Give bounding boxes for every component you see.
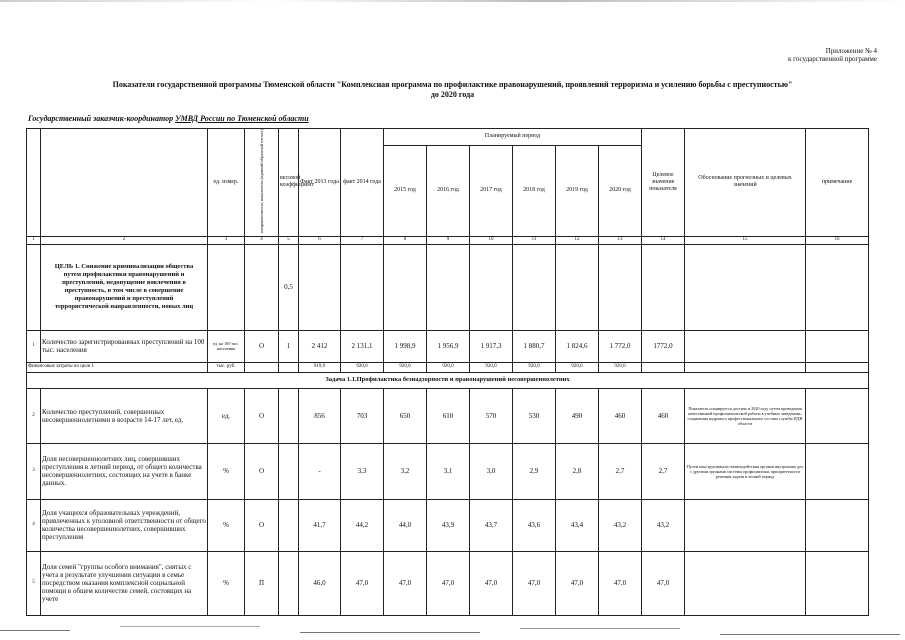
- row2-direction: О: [245, 388, 279, 443]
- colnum-14: 14: [642, 236, 685, 244]
- row5-2020: 47,0: [599, 551, 642, 615]
- row5-justification: [685, 551, 806, 615]
- row2-weight: [279, 388, 299, 443]
- colnum-6: 6: [299, 236, 341, 244]
- goal-cell-16: [806, 244, 869, 330]
- scan-noise-3: [300, 632, 480, 633]
- row2-2016: 610: [427, 388, 470, 443]
- goal-weight: 0,5: [279, 244, 299, 330]
- finance-2019: 920,0: [556, 362, 599, 372]
- goal-cell-9: [427, 244, 470, 330]
- row4-target: 43,2: [642, 499, 685, 551]
- table-row: [27, 499, 869, 551]
- row1-justification: [685, 330, 806, 362]
- row3-target: 2,7: [642, 443, 685, 499]
- row3-note: [806, 443, 869, 499]
- goal-cell-7: [341, 244, 384, 330]
- goal-cell-13: [599, 244, 642, 330]
- finance-2017: 920,0: [470, 362, 513, 372]
- row4-2018: 43,6: [513, 499, 556, 551]
- row1-unit: ед. на 100 тыс. населения: [208, 330, 245, 362]
- colnum-10: 10: [470, 236, 513, 244]
- row2-2018: 530: [513, 388, 556, 443]
- row3-2015: 3,2: [384, 443, 427, 499]
- row1-direction: О: [245, 330, 279, 362]
- table-row: [27, 388, 869, 443]
- row1-fact-2013: 2 412: [299, 330, 341, 362]
- row1-weight: 1: [279, 330, 299, 362]
- header-2018: 2018 год: [513, 145, 556, 236]
- header-2019: 2019 год: [556, 145, 599, 236]
- row4-2019: 43,4: [556, 499, 599, 551]
- scan-noise-5: [720, 634, 900, 635]
- row4-2017: 43,7: [470, 499, 513, 551]
- goal-num: [27, 244, 41, 330]
- row5-note: [806, 551, 869, 615]
- row5-direction: П: [245, 551, 279, 615]
- row4-unit: %: [208, 499, 245, 551]
- header-name: [41, 129, 208, 237]
- finance-2020: 920,0: [599, 362, 642, 372]
- header-fact-2013: Факт 2013 года: [299, 129, 341, 237]
- table-row: [27, 330, 869, 362]
- row5-name: Доля семей "группы особого внимания", снятых с учета в результате улучшения ситуации в семье посредством оказания комплексной социальной помощи в общем количестве семей, состоящих на учете: [41, 551, 208, 615]
- finance-2016: 920,0: [427, 362, 470, 372]
- row5-2019: 47,0: [556, 551, 599, 615]
- finance-fact-2013: 919,9: [299, 362, 341, 372]
- row1-2018: 1 880,7: [513, 330, 556, 362]
- row2-2017: 570: [470, 388, 513, 443]
- finance-target: [642, 362, 685, 372]
- header-2017: 2017 год: [470, 145, 513, 236]
- row2-2015: 650: [384, 388, 427, 443]
- row3-name: Доля несовершеннолетних лиц, совершивших преступления в летний период, от общего количества несовершеннолетних, состоящих на учете в банке данных.: [41, 443, 208, 499]
- row2-num: 2: [27, 388, 41, 443]
- scan-noise-2: [120, 626, 260, 627]
- row3-justification: Путем конструктивного взаимодействия органов внутренних дел с другими органами системы профилактики, приоритетности решения задачи в летний период: [685, 443, 806, 499]
- row4-2016: 43,9: [427, 499, 470, 551]
- scan-edge-bottom: [0, 620, 905, 640]
- finance-name: Финансовые затраты по цели 1: [27, 362, 208, 372]
- goal-cell-15: [685, 244, 806, 330]
- row5-unit: %: [208, 551, 245, 615]
- goal-row: [27, 244, 869, 330]
- header-justification: Обоснование прогнозных и целевых значений: [685, 129, 806, 237]
- row2-fact-2014: 703: [341, 388, 384, 443]
- goal-cell-6: [299, 244, 341, 330]
- finance-weight: [279, 362, 299, 372]
- row1-fact-2014: 2 131,1: [341, 330, 384, 362]
- row1-2017: 1 917,3: [470, 330, 513, 362]
- row5-num: 5: [27, 551, 41, 615]
- row1-name: Количество зарегистрированных преступлений на 100 тыс. населения: [41, 330, 208, 362]
- row5-fact-2014: 47,0: [341, 551, 384, 615]
- row3-2020: 2,7: [599, 443, 642, 499]
- row3-2017: 3,0: [470, 443, 513, 499]
- row4-weight: [279, 499, 299, 551]
- colnum-9: 9: [427, 236, 470, 244]
- header-note: примечание: [806, 129, 869, 237]
- colnum-3: 3: [208, 236, 245, 244]
- goal-cell-10: [470, 244, 513, 330]
- finance-direction: [245, 362, 279, 372]
- row4-2015: 44,0: [384, 499, 427, 551]
- goal-cell-12: [556, 244, 599, 330]
- row2-note: [806, 388, 869, 443]
- colnum-11: 11: [513, 236, 556, 244]
- colnum-2: 2: [41, 236, 208, 244]
- finance-note: [806, 362, 869, 372]
- colnum-8: 8: [384, 236, 427, 244]
- header-2016: 2016 год: [427, 145, 470, 236]
- appendix-note: [788, 47, 877, 63]
- title-line-1: Показатели государственной программы Тюменской области "Комплексная программа по профилактике правонарушений, проявлений терроризма и усилению борьбы с преступностью": [112, 80, 793, 89]
- colnum-15: 15: [685, 236, 806, 244]
- scan-noise-1: [0, 630, 70, 631]
- row3-num: 3: [27, 443, 41, 499]
- header-row-1: [27, 129, 869, 146]
- row2-fact-2013: 856: [299, 388, 341, 443]
- row5-target: 47,0: [642, 551, 685, 615]
- row4-direction: О: [245, 499, 279, 551]
- finance-2015: 920,0: [384, 362, 427, 372]
- customer-label: Государственный заказчик-координатор: [28, 114, 174, 123]
- task-text: Задача 1.1.Профилактика безнадзорности и правонарушений несовершеннолетних: [27, 372, 869, 388]
- row2-name: Количество преступлений, совершенных несовершеннолетними в возрасте 14-17 лет, ед.: [41, 388, 208, 443]
- row4-note: [806, 499, 869, 551]
- row3-fact-2013: -: [299, 443, 341, 499]
- row3-fact-2014: 3,3: [341, 443, 384, 499]
- row1-2019: 1 824,6: [556, 330, 599, 362]
- header-weight: весовой коэффициент: [279, 129, 299, 237]
- row3-weight: [279, 443, 299, 499]
- row4-name: Доля учащихся образовательных учреждений, привлеченных к уголовной ответственности от общего количества несовершеннолетних, совершивших преступления: [41, 499, 208, 551]
- table-row: [27, 551, 869, 615]
- row3-2018: 2,9: [513, 443, 556, 499]
- row4-justification: [685, 499, 806, 551]
- finance-fact-2014: 920,0: [341, 362, 384, 372]
- colnum-5: 5: [279, 236, 299, 244]
- colnum-12: 12: [556, 236, 599, 244]
- row5-fact-2013: 46,0: [299, 551, 341, 615]
- header-2015: 2015 год: [384, 145, 427, 236]
- goal-cell-14: [642, 244, 685, 330]
- row2-justification: Показатель планируется достичь в 2020 году путем проведения качественной профилактической работы в учебных заведениях, сохранения кадрового профессионального состава службы ПДН области: [685, 388, 806, 443]
- appendix-line-1: Приложение № 4: [825, 47, 877, 55]
- goal-cell-11: [513, 244, 556, 330]
- scan-edge-top: [0, 0, 905, 2]
- state-customer: [28, 114, 309, 123]
- task-row: [27, 372, 869, 388]
- finance-row: [27, 362, 869, 372]
- header-planned-period: Планируемый период: [384, 129, 642, 146]
- row2-2019: 490: [556, 388, 599, 443]
- row4-fact-2013: 41,7: [299, 499, 341, 551]
- scan-noise-4: [520, 628, 680, 629]
- row2-unit: ед.: [208, 388, 245, 443]
- row3-2019: 2,8: [556, 443, 599, 499]
- goal-text: ЦЕЛЬ 1. Снижение криминализации общества путем профилактики правонарушений и преступлений, недопущение вовлечения в преступность, в том числе в совершение правонарушений и преступлений террористической направленности, новых лиц: [41, 244, 208, 330]
- indicators-table: [26, 128, 869, 616]
- finance-2018: 920,0: [513, 362, 556, 372]
- colnum-4: 4: [245, 236, 279, 244]
- row1-note: [806, 330, 869, 362]
- title-line-2: до 2020 года: [430, 90, 475, 99]
- row1-target: 1772,0: [642, 330, 685, 362]
- row3-2016: 3,1: [427, 443, 470, 499]
- header-fact-2014: факт 2014 года: [341, 129, 384, 237]
- row4-fact-2014: 44,2: [341, 499, 384, 551]
- colnum-7: 7: [341, 236, 384, 244]
- header-num: [27, 129, 41, 237]
- row1-2015: 1 998,9: [384, 330, 427, 362]
- finance-justification: [685, 362, 806, 372]
- row4-num: 4: [27, 499, 41, 551]
- colnum-16: 16: [806, 236, 869, 244]
- row5-2018: 47,0: [513, 551, 556, 615]
- document-title: [40, 80, 865, 100]
- appendix-line-2: к государственной программе: [788, 55, 877, 63]
- row2-2020: 460: [599, 388, 642, 443]
- header-direction: [245, 129, 279, 237]
- row2-target: 460: [642, 388, 685, 443]
- row1-2016: 1 956,9: [427, 330, 470, 362]
- row5-2016: 47,0: [427, 551, 470, 615]
- row1-num: 1: [27, 330, 41, 362]
- row3-unit: %: [208, 443, 245, 499]
- row5-2017: 47,0: [470, 551, 513, 615]
- colnum-1: 1: [27, 236, 41, 244]
- row5-2015: 47,0: [384, 551, 427, 615]
- header-unit: ед. измер.: [208, 129, 245, 237]
- colnum-13: 13: [599, 236, 642, 244]
- goal-cell-8: [384, 244, 427, 330]
- header-2020: 2020 год: [599, 145, 642, 236]
- row4-2020: 43,2: [599, 499, 642, 551]
- goal-direction: [245, 244, 279, 330]
- row3-direction: О: [245, 443, 279, 499]
- row1-2020: 1 772,0: [599, 330, 642, 362]
- column-numbers-row: [27, 236, 869, 244]
- finance-unit: тыс. руб.: [208, 362, 245, 372]
- goal-unit: [208, 244, 245, 330]
- header-target: Целевое значение показателя: [642, 129, 685, 237]
- header-direction-text: направленность показателя (прямой/обратный отсчет): [259, 129, 264, 233]
- customer-value: УМВД России по Тюменской области: [175, 114, 309, 123]
- table-row: [27, 443, 869, 499]
- row5-weight: [279, 551, 299, 615]
